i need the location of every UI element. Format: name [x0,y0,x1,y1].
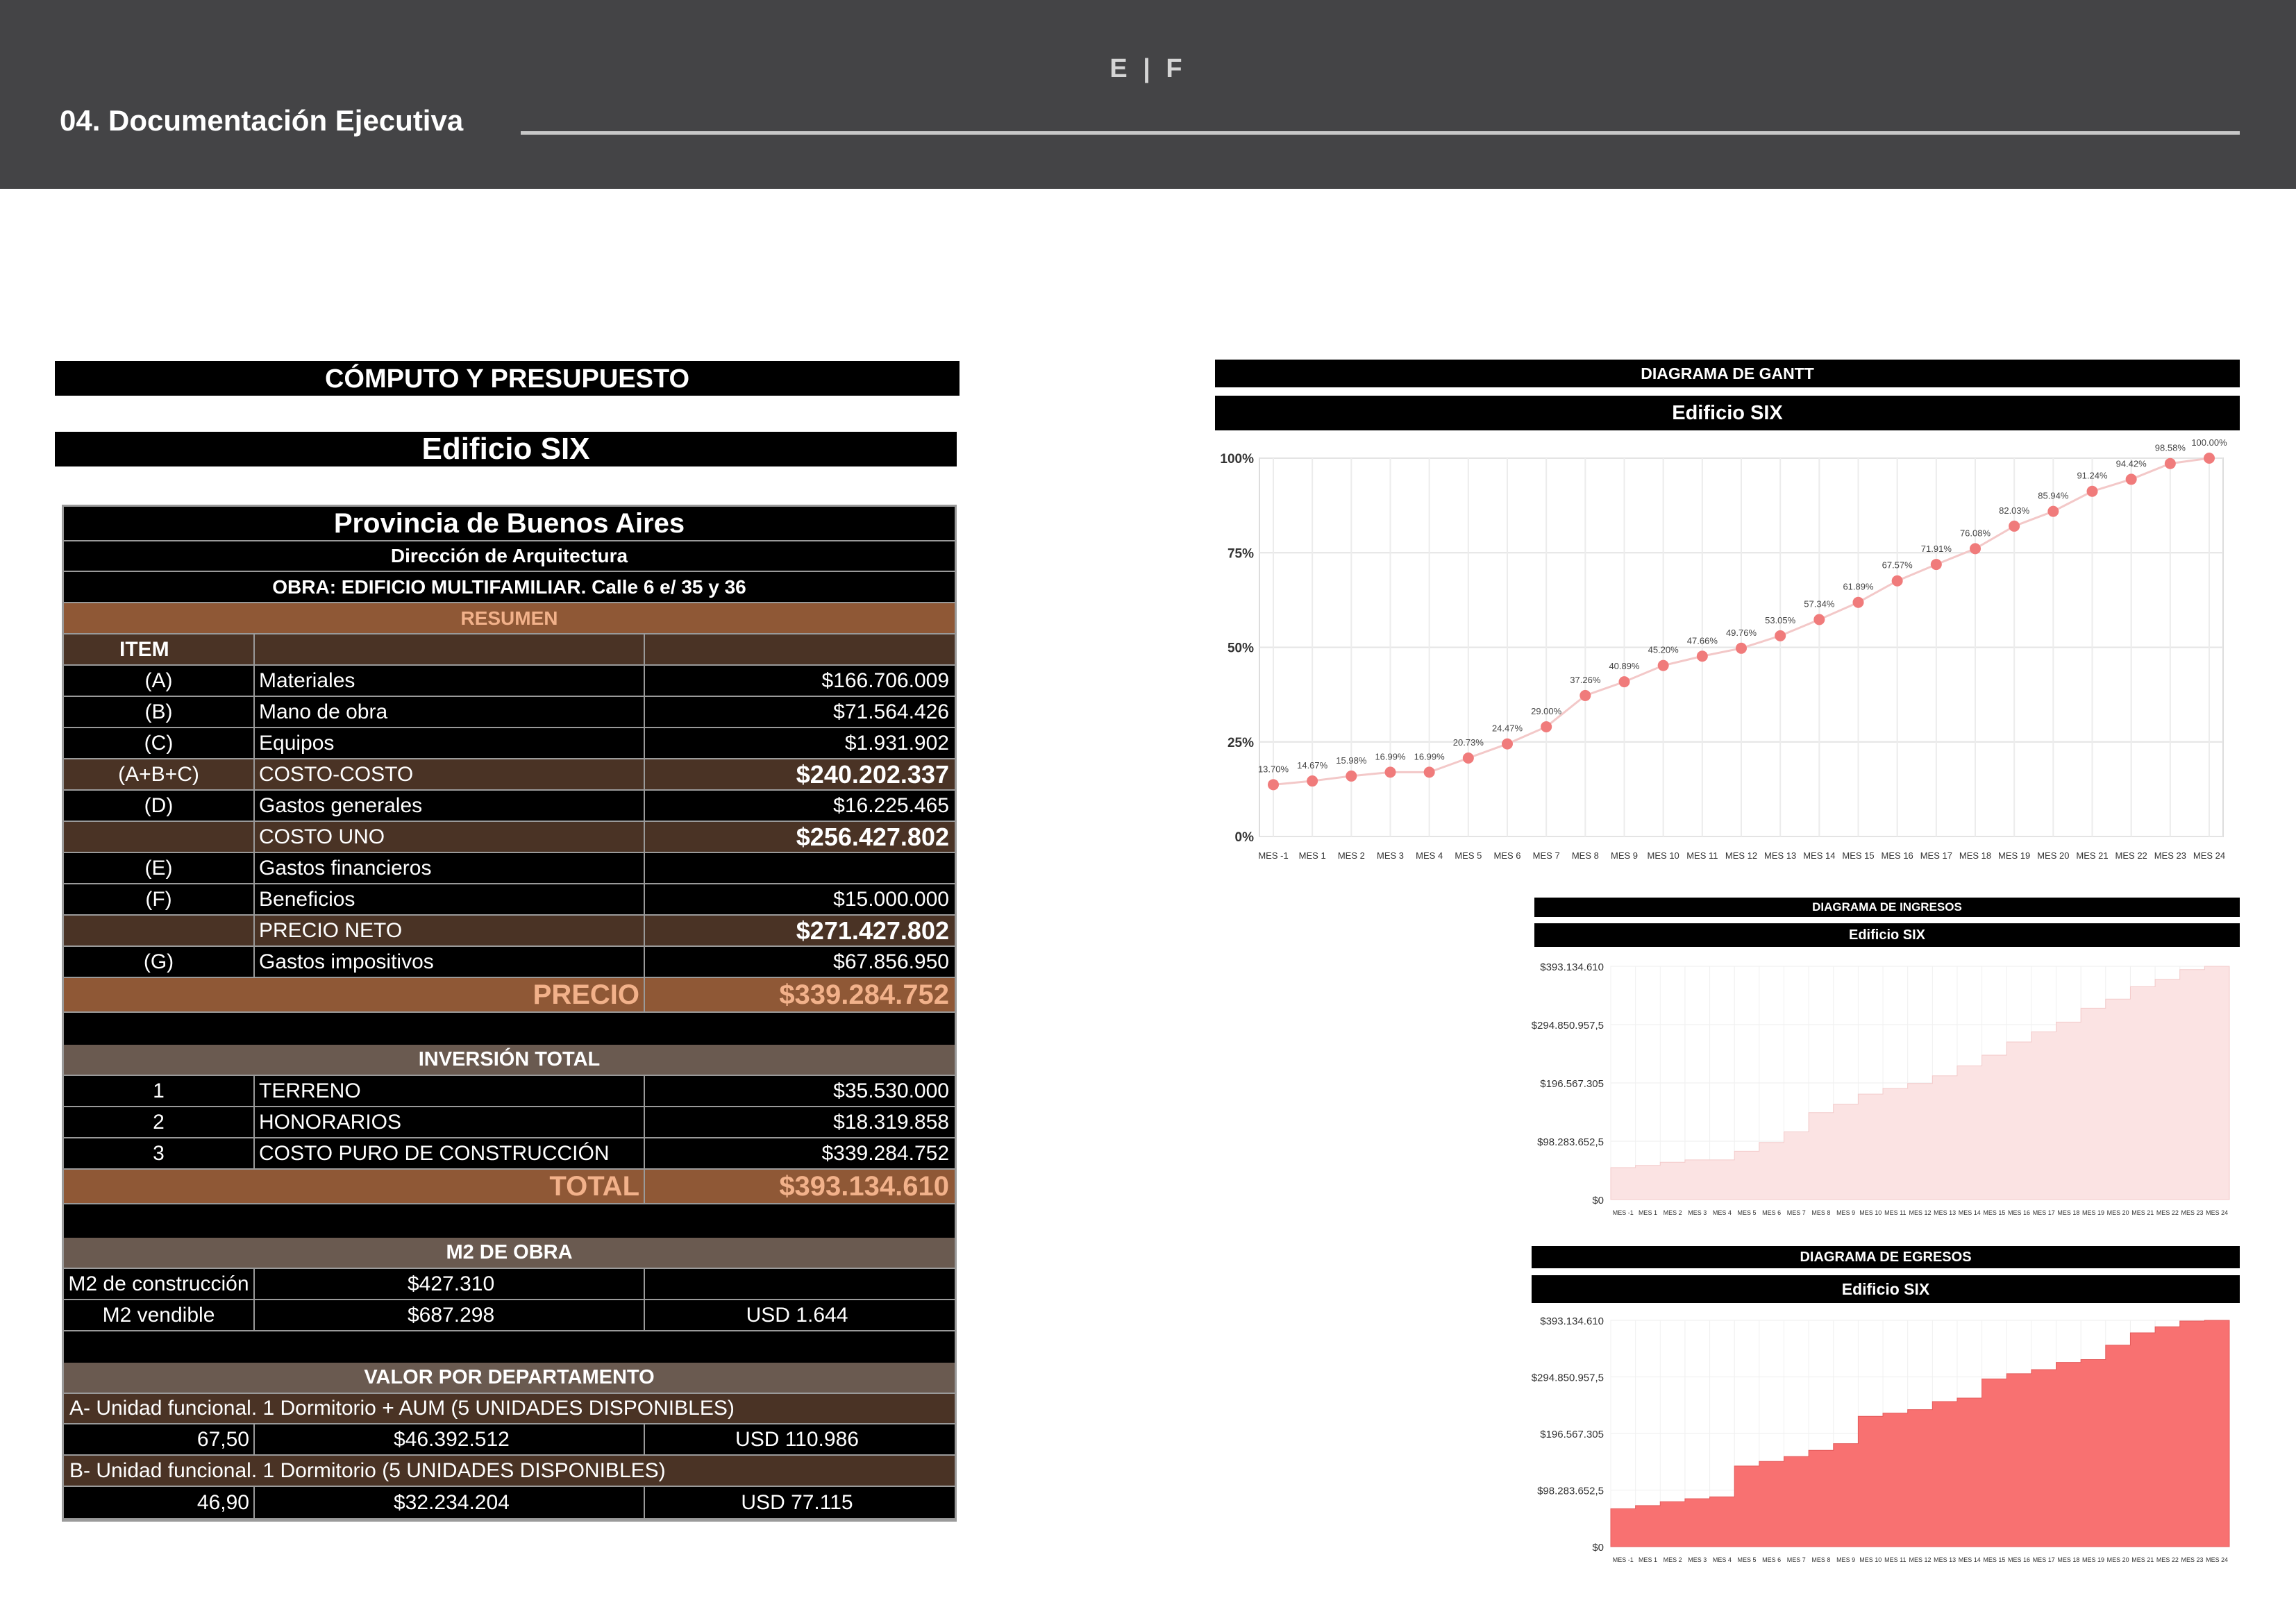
x-tick-label: MES 23 [2181,1209,2204,1216]
data-label: 15.98% [1336,755,1367,766]
direction-title: Dirección de Arquitectura [64,541,955,572]
row-code: (E) [64,853,255,884]
row-label: Gastos generales [255,791,645,822]
x-tick-label: MES -1 [1258,850,1289,861]
data-label: 16.99% [1414,751,1445,762]
budget-building-title: Edificio SIX [55,432,957,466]
row-value: $71.564.426 [645,697,955,728]
table-row [64,1300,955,1331]
data-point [1268,779,1279,790]
x-tick-label: MES 9 [1836,1556,1856,1563]
ingresos-subtitle: Edificio SIX [1534,923,2240,947]
data-label: 37.26% [1570,674,1601,685]
table-row [64,1076,955,1107]
x-tick-label: MES 17 [2032,1556,2055,1563]
data-label: 100.00% [2191,437,2227,448]
table-row [64,666,955,697]
x-tick-label: MES 16 [1881,850,1913,861]
x-tick-label: MES 11 [1884,1209,1907,1216]
data-point [1385,766,1396,777]
table-row [64,791,955,822]
precio-value: $339.284.752 [645,978,955,1013]
gantt-title: DIAGRAMA DE GANTT [1215,360,2240,387]
x-tick-label: MES 17 [1920,850,1952,861]
row-code: (F) [64,884,255,916]
data-label: 40.89% [1609,661,1640,672]
data-point [1346,771,1357,782]
data-label: 47.66% [1686,635,1718,646]
row-usd: USD 1.644 [645,1300,955,1331]
x-tick-label: MES 10 [1647,850,1679,861]
x-tick-label: MES 18 [2057,1556,2080,1563]
x-tick-label: MES 18 [2057,1209,2080,1216]
x-tick-label: MES 5 [1455,850,1482,861]
row-code: 2 [64,1107,255,1138]
data-label: 45.20% [1648,644,1679,655]
y-tick-label: 100% [1220,452,1254,466]
province-title: Provincia de Buenos Aires [64,507,955,541]
x-tick-label: MES 13 [1764,850,1797,861]
y-tick-label: $294.850.957,5 [1531,1020,1604,1032]
row-code: (C) [64,728,255,759]
x-tick-label: MES 23 [2154,850,2186,861]
row-label: Gastos impositivos [255,947,645,978]
row-label: M2 vendible [64,1300,255,1331]
x-tick-label: MES -1 [1612,1556,1634,1563]
x-tick-label: MES 15 [1842,850,1875,861]
x-tick-label: MES 16 [2008,1556,2031,1563]
item-header-row [64,634,955,666]
y-tick-label: $196.567.305 [1540,1429,1604,1440]
data-label: 82.03% [1999,505,2030,516]
data-label: 49.76% [1725,627,1757,638]
depto-a-usd: USD 110.986 [645,1424,955,1456]
y-tick-label: $0 [1592,1195,1604,1206]
data-point [1307,775,1318,787]
table-row [64,1424,955,1456]
table-row [64,853,955,884]
x-tick-label: MES 21 [2076,850,2109,861]
x-tick-label: MES 3 [1688,1209,1707,1216]
data-label: 61.89% [1843,581,1874,592]
table-row-subtotal [64,759,955,791]
precio-label: PRECIO [64,978,645,1013]
data-point [1853,597,1864,608]
row-code: (G) [64,947,255,978]
section-title: 04. Documentación Ejecutiva [60,104,464,137]
row-value: $427.310 [255,1269,645,1300]
table-row [64,697,955,728]
x-tick-label: MES 19 [2081,1556,2104,1563]
depto-a-title: A- Unidad funcional. 1 Dormitorio + AUM (5 UNIDADES DISPONIBLES) [64,1394,955,1424]
x-tick-label: MES 19 [2081,1209,2104,1216]
total-label: TOTAL [64,1170,645,1204]
data-label: 94.42% [2115,458,2147,469]
depto-a-m2: 67,50 [64,1424,255,1456]
x-tick-label: MES 24 [2206,1556,2229,1563]
row-value: $1.931.902 [645,728,955,759]
logo: E | F [1109,54,1187,83]
row-label: Materiales [255,666,645,697]
x-tick-label: MES 13 [1934,1209,1956,1216]
table-row [64,947,955,978]
data-label: 29.00% [1531,705,1562,716]
data-point [1658,660,1669,671]
table-row [64,884,955,916]
data-label: 14.67% [1297,760,1328,771]
data-label: 85.94% [2038,490,2069,501]
x-tick-label: MES 10 [1859,1209,1882,1216]
row-label: COSTO UNO [255,822,645,853]
data-point [2087,486,2098,497]
row-label: PRECIO NETO [255,916,645,947]
data-point [1970,543,1981,554]
ingresos-chart [1531,951,2240,1229]
row-code: (A) [64,666,255,697]
x-tick-label: MES 20 [2037,850,2070,861]
row-code [64,916,255,947]
x-tick-label: MES 4 [1712,1209,1732,1216]
row-value: $166.706.009 [645,666,955,697]
row-label: Gastos financieros [255,853,645,884]
data-point [2009,521,2020,532]
m2-header: M2 DE OBRA [64,1238,955,1269]
data-point [1541,721,1552,732]
page-header [0,0,2296,189]
data-point [1775,630,1786,641]
data-point [1424,766,1435,777]
x-tick-label: MES 2 [1663,1209,1682,1216]
row-label: Beneficios [255,884,645,916]
x-tick-label: MES 4 [1712,1556,1732,1563]
x-tick-label: MES 7 [1786,1556,1806,1563]
x-tick-label: MES 2 [1337,850,1365,861]
x-tick-label: MES 2 [1663,1556,1682,1563]
header-divider [521,131,2240,135]
row-value: $339.284.752 [645,1138,955,1170]
egresos-title: DIAGRAMA DE EGRESOS [1532,1246,2240,1268]
row-value: $687.298 [255,1300,645,1331]
budget-section-title: CÓMPUTO Y PRESUPUESTO [55,361,960,396]
total-row [64,1170,955,1204]
row-value: $256.427.802 [645,822,955,853]
data-label: 24.47% [1491,723,1523,734]
data-point [2204,453,2215,464]
row-value: $18.319.858 [645,1107,955,1138]
x-tick-label: MES 8 [1811,1556,1831,1563]
egresos-subtitle: Edificio SIX [1532,1275,2240,1303]
table-row-subtotal [64,916,955,947]
row-value: $15.000.000 [645,884,955,916]
row-usd [645,1269,955,1300]
data-point [1463,752,1474,764]
x-tick-label: MES 5 [1737,1209,1757,1216]
obra-title: OBRA: EDIFICIO MULTIFAMILIAR. Calle 6 e/ 35 y 36 [64,572,955,603]
row-code: (D) [64,791,255,822]
x-tick-label: MES 12 [1909,1556,1932,1563]
table-row-subtotal [64,822,955,853]
x-tick-label: MES 3 [1376,850,1405,861]
y-tick-label: $98.283.652,5 [1537,1485,1604,1497]
ingresos-title: DIAGRAMA DE INGRESOS [1534,898,2240,917]
data-label: 67.57% [1882,560,1913,571]
row-value: $67.856.950 [645,947,955,978]
table-row [64,728,955,759]
x-tick-label: MES 22 [2156,1556,2179,1563]
x-tick-label: MES 18 [1959,850,1992,861]
inversion-header: INVERSIÓN TOTAL [64,1045,955,1076]
x-tick-label: MES 10 [1859,1556,1882,1563]
row-label: Mano de obra [255,697,645,728]
data-label: 20.73% [1452,737,1484,748]
depto-a-value: $46.392.512 [255,1424,645,1456]
row-value: $16.225.465 [645,791,955,822]
row-code: 3 [64,1138,255,1170]
x-tick-label: MES 24 [2193,850,2226,861]
y-tick-label: 25% [1227,735,1254,750]
x-tick-label: MES 7 [1786,1209,1806,1216]
row-value [645,853,955,884]
x-tick-label: MES 14 [1803,850,1836,861]
y-tick-label: $0 [1592,1542,1604,1554]
depto-b-value: $32.234.204 [255,1487,645,1520]
x-tick-label: MES 20 [2106,1556,2129,1563]
data-point [1931,559,1942,570]
data-label: 13.70% [1257,764,1289,775]
x-tick-label: MES 20 [2106,1209,2129,1216]
egresos-chart [1531,1305,2240,1576]
depto-b-usd: USD 77.115 [645,1487,955,1520]
x-tick-label: MES 5 [1737,1556,1757,1563]
depto-b-title: B- Unidad funcional. 1 Dormitorio (5 UNIDADES DISPONIBLES) [64,1456,955,1487]
x-tick-label: MES 21 [2131,1556,2154,1563]
x-tick-label: MES 6 [1762,1209,1782,1216]
x-tick-label: MES 23 [2181,1556,2204,1563]
y-tick-label: $196.567.305 [1540,1078,1604,1090]
x-tick-label: MES 3 [1688,1556,1707,1563]
x-tick-label: MES 6 [1762,1556,1782,1563]
row-label: COSTO-COSTO [255,759,645,791]
x-tick-label: MES 9 [1836,1209,1856,1216]
x-tick-label: MES 15 [1983,1556,2006,1563]
data-label: 98.58% [2154,442,2186,453]
item-header-blank [255,634,645,666]
x-tick-label: MES 1 [1638,1556,1657,1563]
table-row [64,1107,955,1138]
table-row [64,1138,955,1170]
data-label: 76.08% [1959,528,1991,539]
x-tick-label: MES 24 [2206,1209,2229,1216]
row-value: $271.427.802 [645,916,955,947]
row-label: COSTO PURO DE CONSTRUCCIÓN [255,1138,645,1170]
gantt-subtitle: Edificio SIX [1215,396,2240,430]
x-tick-label: MES 11 [1686,850,1718,861]
y-tick-label: $98.283.652,5 [1537,1136,1604,1148]
row-label: HONORARIOS [255,1107,645,1138]
x-tick-label: MES 7 [1532,850,1560,861]
row-code: (A+B+C) [64,759,255,791]
x-tick-label: MES 8 [1571,850,1599,861]
x-tick-label: MES 19 [1998,850,2031,861]
x-tick-label: MES 12 [1909,1209,1932,1216]
item-header: ITEM [64,634,255,666]
data-point [1813,614,1825,625]
x-tick-label: MES 22 [2156,1209,2179,1216]
data-point [1502,739,1513,750]
row-code: 1 [64,1076,255,1107]
x-tick-label: MES 22 [2115,850,2147,861]
data-label: 91.24% [2077,470,2108,481]
depto-b-m2: 46,90 [64,1487,255,1520]
x-tick-label: MES -1 [1612,1209,1634,1216]
x-tick-label: MES 12 [1725,850,1758,861]
data-label: 16.99% [1375,751,1406,762]
gantt-chart [1215,437,2240,868]
data-point [1736,643,1747,654]
x-tick-label: MES 16 [2008,1209,2031,1216]
x-tick-label: MES 4 [1416,850,1443,861]
row-label: M2 de construcción [64,1269,255,1300]
x-tick-label: MES 14 [1958,1556,1981,1563]
x-tick-label: MES 17 [2032,1209,2055,1216]
row-label: TERRENO [255,1076,645,1107]
y-tick-label: $294.850.957,5 [1531,1372,1604,1384]
data-label: 57.34% [1804,598,1835,609]
table-row [64,1269,955,1300]
y-tick-label: 0% [1234,830,1254,845]
total-value: $393.134.610 [645,1170,955,1204]
x-tick-label: MES 6 [1493,850,1521,861]
x-tick-label: MES 21 [2131,1209,2154,1216]
x-tick-label: MES 1 [1298,850,1326,861]
data-point [1579,690,1591,701]
data-point [1697,650,1708,662]
x-tick-label: MES 1 [1638,1209,1657,1216]
data-point [2047,506,2059,517]
data-point [1892,575,1903,587]
y-tick-label: $393.134.610 [1540,961,1604,973]
y-tick-label: 75% [1227,546,1254,562]
data-point [1619,676,1630,687]
row-value: $35.530.000 [645,1076,955,1107]
x-tick-label: MES 13 [1934,1556,1956,1563]
precio-row [64,978,955,1013]
y-tick-label: 50% [1227,641,1254,656]
budget-table [62,505,957,1522]
y-tick-label: $393.134.610 [1540,1315,1604,1327]
row-code: (B) [64,697,255,728]
resumen-header: RESUMEN [64,603,955,634]
row-value: $240.202.337 [645,759,955,791]
row-code [64,822,255,853]
data-label: 71.91% [1920,544,1952,555]
data-point [2165,458,2176,469]
row-label: Equipos [255,728,645,759]
data-label: 53.05% [1765,614,1796,625]
x-tick-label: MES 15 [1983,1209,2006,1216]
depto-header: VALOR POR DEPARTAMENTO [64,1363,955,1394]
x-tick-label: MES 11 [1884,1556,1907,1563]
table-row [64,1487,955,1520]
x-tick-label: MES 8 [1811,1209,1831,1216]
x-tick-label: MES 9 [1610,850,1639,861]
x-tick-label: MES 14 [1958,1209,1981,1216]
item-header-blank [645,634,955,666]
data-point [2126,473,2137,485]
